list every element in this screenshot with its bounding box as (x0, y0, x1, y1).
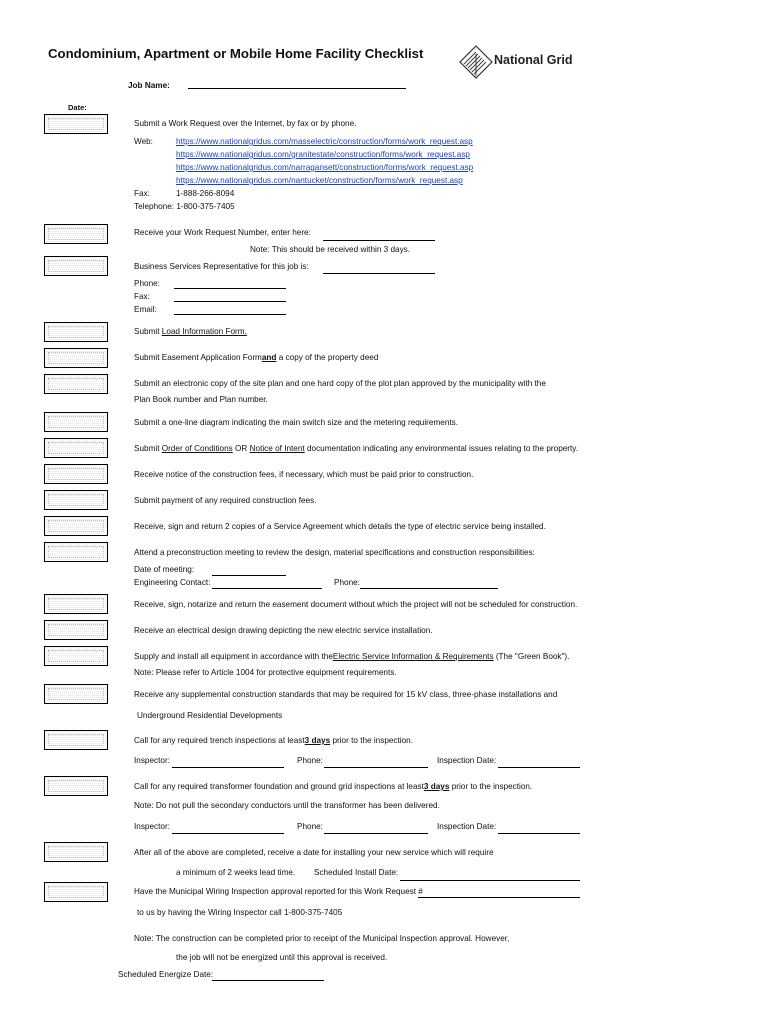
item-municipal-2: to us by having the Wiring Inspector call 1-800-375-7405 (137, 908, 343, 917)
transformer-inspector-label: Inspector: (134, 822, 170, 831)
item-municipal-1: Have the Municipal Wiring Inspection approval reported for this Work Request # (134, 887, 423, 896)
item-order-of-conditions: Submit Order of Conditions OR Notice of Intent documentation indicating any environmental issues relating to the property. (134, 444, 579, 453)
load-info-link[interactable]: Load Information Form. (161, 327, 247, 336)
date-box-5[interactable] (44, 348, 108, 368)
item-install-date-1: After all of the above are completed, receive a date for installing your new service which will require (134, 848, 494, 857)
date-box-10[interactable] (44, 490, 108, 510)
engineering-contact-label: Engineering Contact: (134, 578, 211, 587)
web-label: Web: (134, 137, 153, 146)
date-box-13[interactable] (44, 594, 108, 614)
item-easement-application: Submit Easement Application Formand a copy of the property deed (134, 353, 379, 362)
transformer-phone-label: Phone: (297, 822, 323, 831)
transformer-inspector-field[interactable] (172, 833, 284, 834)
business-rep-label: Business Services Representative for this job is: (134, 262, 309, 271)
notice-of-intent-link[interactable]: Notice of Intent (249, 444, 305, 453)
job-name-field[interactable] (188, 88, 406, 89)
date-box-6[interactable] (44, 374, 108, 394)
item-supplemental-2: Underground Residential Developments (137, 711, 283, 720)
business-rep-field[interactable] (323, 273, 435, 274)
date-box-8[interactable] (44, 438, 108, 458)
engineering-phone-label: Phone: (334, 578, 360, 587)
item-preconstruction: Attend a preconstruction meeting to review the design, material specifications and construction responsibilities: (134, 548, 535, 557)
telephone-number: Telephone: 1-800-375-7405 (134, 202, 235, 211)
article-note: Note: Please refer to Article 1004 for protective equipment requirements. (134, 668, 397, 677)
date-box-7[interactable] (44, 412, 108, 432)
page-title: Condominium, Apartment or Mobile Home Facility Checklist (48, 46, 424, 61)
item-design-drawing: Receive an electrical design drawing depicting the new electric service installation. (134, 626, 433, 635)
item-supplemental-1: Receive any supplemental construction standards that may be required for 15 kV class, three-phase installations and (134, 690, 558, 699)
order-of-conditions-link[interactable]: Order of Conditions (161, 444, 233, 453)
item-easement-document: Receive, sign, notarize and return the easement document without which the project will not be scheduled for construction. (134, 600, 578, 609)
item-transformer-inspection: Call for any required transformer foundation and ground grid inspections at least3 days prior to the inspection. (134, 782, 533, 791)
item-green-book: Supply and install all equipment in accordance with theElectric Service Information & Requirements (The "Green Book"). (134, 652, 570, 661)
submit-intro: Submit a Work Request over the Internet, by fax or by phone. (134, 119, 357, 128)
date-of-meeting-field[interactable] (212, 575, 286, 576)
municipal-work-request-field[interactable] (418, 897, 580, 898)
work-request-receive: Receive your Work Request Number, enter here: (134, 228, 311, 237)
transformer-inspection-date-label: Inspection Date: (437, 822, 497, 831)
fax-label: Fax: (134, 189, 150, 198)
rep-email-label: Email: (134, 305, 157, 314)
item-fees-payment: Submit payment of any required construction fees. (134, 496, 317, 505)
rep-fax-field[interactable] (174, 301, 286, 302)
rep-fax-label: Fax: (134, 292, 150, 301)
item-trench-inspection: Call for any required trench inspections at least3 days prior to the inspection. (134, 736, 414, 745)
item-load-info: Submit Load Information Form. (134, 327, 247, 336)
national-grid-logo-icon (458, 44, 494, 80)
date-box-2[interactable] (44, 224, 108, 244)
link-masselectric[interactable]: https://www.nationalgridus.com/masselectric/construction/forms/work_request.asp (176, 137, 473, 146)
link-narragansett[interactable]: https://www.nationalgridus.com/narragansett/construction/forms/work_request.asp (176, 163, 474, 172)
trench-inspector-label: Inspector: (134, 756, 170, 765)
trench-inspection-date-label: Inspection Date: (437, 756, 497, 765)
date-box-16[interactable] (44, 684, 108, 704)
scheduled-install-label: Scheduled Install Date: (314, 868, 399, 877)
date-column-label: Date: (68, 103, 87, 112)
date-box-1[interactable] (44, 114, 108, 134)
green-book-link[interactable]: Electric Service Information & Requirements (332, 652, 494, 661)
trench-phone-label: Phone: (297, 756, 323, 765)
date-box-9[interactable] (44, 464, 108, 484)
item-site-plan-1: Submit an electronic copy of the site plan and one hard copy of the plot plan approved by the municipality with the (134, 379, 546, 388)
link-nantucket[interactable]: https://www.nationalgridus.com/nantucket/construction/forms/work_request.asp (176, 176, 463, 185)
item-site-plan-2: Plan Book number and Plan number. (134, 395, 268, 404)
rep-phone-field[interactable] (174, 288, 286, 289)
trench-inspection-date-field[interactable] (498, 767, 580, 768)
scheduled-energize-label: Scheduled Energize Date: (118, 970, 214, 979)
date-box-3[interactable] (44, 256, 108, 276)
date-box-17[interactable] (44, 730, 108, 750)
date-box-18[interactable] (44, 776, 108, 796)
item-one-line-diagram: Submit a one-line diagram indicating the main switch size and the metering requirements. (134, 418, 459, 427)
item-install-date-2: a minimum of 2 weeks lead time. (176, 868, 296, 877)
date-of-meeting-label: Date of meeting: (134, 565, 195, 574)
trench-phone-field[interactable] (324, 767, 428, 768)
date-box-15[interactable] (44, 646, 108, 666)
trench-inspector-field[interactable] (172, 767, 284, 768)
engineering-contact-field[interactable] (212, 588, 322, 589)
fax-number: 1-888-266-8094 (176, 189, 235, 198)
date-box-20[interactable] (44, 882, 108, 902)
work-request-number-field[interactable] (323, 240, 435, 241)
date-box-19[interactable] (44, 842, 108, 862)
work-request-note: Note: This should be received within 3 days. (250, 245, 411, 254)
final-note-2: the job will not be energized until this approval is received. (176, 953, 388, 962)
date-box-4[interactable] (44, 322, 108, 342)
final-note-1: Note: The construction can be completed prior to receipt of the Municipal Inspection approval. However, (134, 934, 510, 943)
engineering-phone-field[interactable] (360, 588, 498, 589)
date-box-12[interactable] (44, 542, 108, 562)
item-service-agreement: Receive, sign and return 2 copies of a Service Agreement which details the type of electric service being installed. (134, 522, 546, 531)
transformer-phone-field[interactable] (324, 833, 428, 834)
secondary-conductors-note: Note: Do not pull the secondary conductors until the transformer has been delivered. (134, 801, 440, 810)
rep-phone-label: Phone: (134, 279, 160, 288)
scheduled-install-field[interactable] (400, 880, 580, 881)
job-name-label: Job Name: (128, 81, 170, 90)
date-box-11[interactable] (44, 516, 108, 536)
date-box-14[interactable] (44, 620, 108, 640)
scheduled-energize-field[interactable] (212, 980, 324, 981)
item-fees-notice: Receive notice of the construction fees, if necessary, which must be paid prior to construction. (134, 470, 474, 479)
rep-email-field[interactable] (174, 314, 286, 315)
link-granitestate[interactable]: https://www.nationalgridus.com/granitestate/construction/forms/work_request.asp (176, 150, 470, 159)
transformer-inspection-date-field[interactable] (498, 833, 580, 834)
logo-text: National Grid (494, 53, 573, 67)
